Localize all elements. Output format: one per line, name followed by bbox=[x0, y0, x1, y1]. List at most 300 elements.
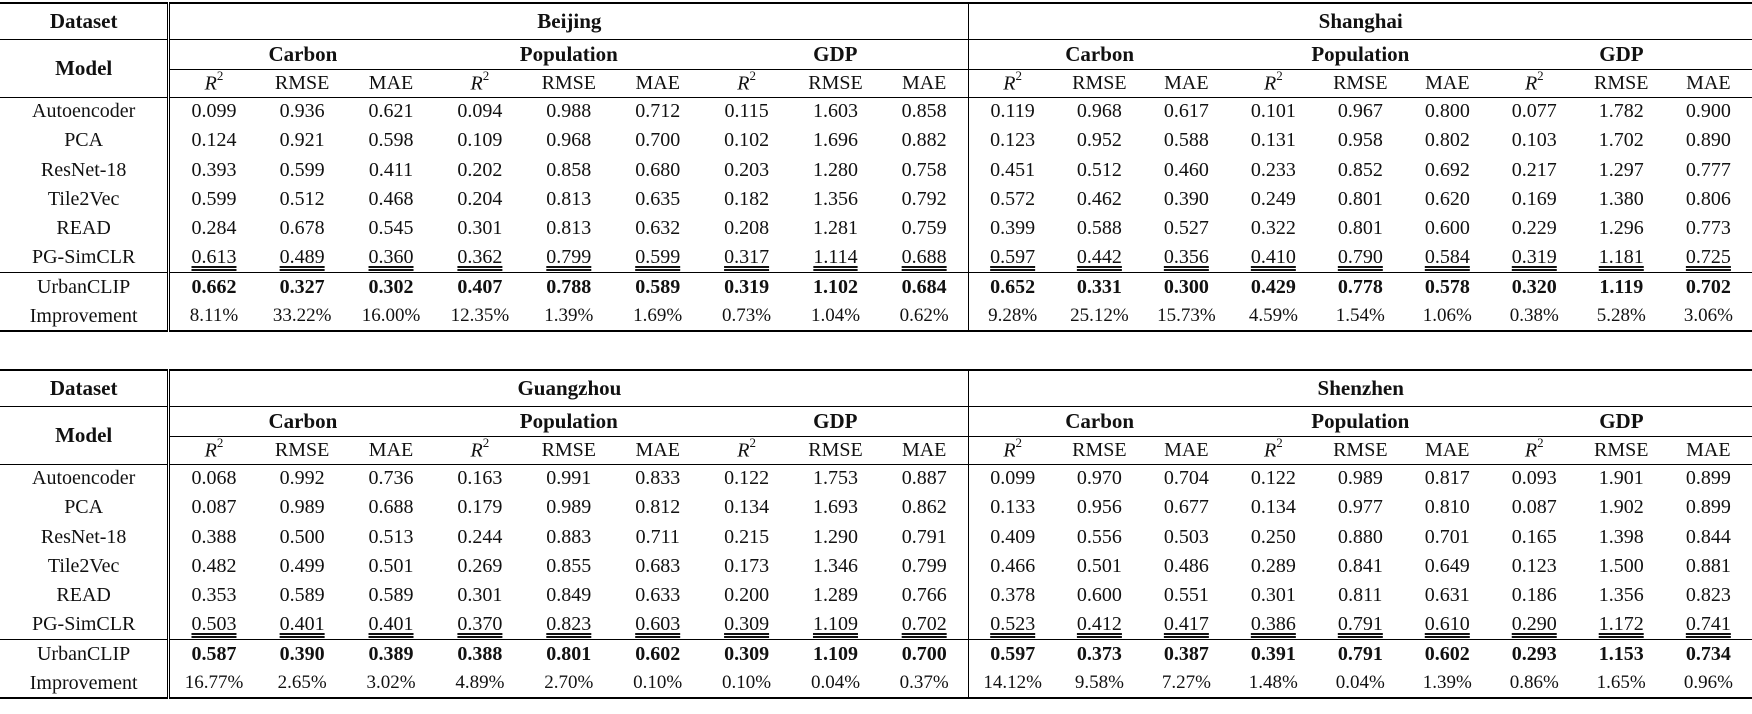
metric-value-cell bbox=[258, 126, 347, 155]
model-name: ResNet-18 bbox=[0, 156, 169, 185]
metric-value-cell bbox=[524, 126, 613, 155]
metric-value: 0.302 bbox=[368, 276, 414, 299]
metric-value: 33.22% bbox=[272, 305, 332, 327]
metric-value-cell bbox=[1491, 493, 1578, 522]
metric-name-header bbox=[880, 436, 969, 464]
metric-value-cell bbox=[1404, 302, 1491, 331]
metric-value-cell bbox=[1143, 214, 1230, 243]
metric-label: RMSE bbox=[541, 438, 597, 461]
metric-value-cell bbox=[1578, 552, 1665, 581]
metric-value-cell bbox=[258, 669, 347, 698]
metric-value: 1.39% bbox=[544, 305, 594, 327]
metric-value-cell bbox=[1491, 640, 1578, 669]
metric-value: 1.297 bbox=[1598, 158, 1644, 181]
metric-value: 9.58% bbox=[1074, 672, 1124, 694]
metric-value: 0.858 bbox=[901, 100, 947, 123]
metric-value: 4.59% bbox=[1248, 305, 1298, 327]
metric-value-cell bbox=[524, 640, 613, 669]
metric-value-cell bbox=[524, 523, 613, 552]
metric-value-cell bbox=[880, 243, 969, 272]
metric-value-cell bbox=[435, 581, 524, 610]
metric-value-cell bbox=[435, 126, 524, 155]
metric-value-cell bbox=[880, 126, 969, 155]
metric-value-cell bbox=[435, 610, 524, 639]
metric-value: 0.736 bbox=[368, 467, 414, 490]
metric-name-header bbox=[1665, 69, 1752, 97]
metric-value-cell bbox=[1404, 273, 1491, 302]
metric-value: 0.208 bbox=[724, 217, 770, 240]
metric-value: 0.633 bbox=[635, 584, 681, 607]
metric-value: 0.849 bbox=[546, 584, 592, 607]
metric-value: 0.806 bbox=[1685, 188, 1731, 211]
metric-value: 0.399 bbox=[990, 217, 1036, 240]
metric-label: RMSE bbox=[1593, 438, 1649, 461]
metric-value: 0.489 bbox=[279, 246, 325, 269]
table-row bbox=[0, 156, 1752, 185]
metric-name-header bbox=[1317, 69, 1404, 97]
metric-value-cell bbox=[1491, 156, 1578, 185]
model-name: UrbanCLIP bbox=[0, 640, 169, 669]
metric-value: 0.683 bbox=[635, 555, 681, 578]
metric-value: 0.109 bbox=[457, 129, 503, 152]
metric-value: 5.28% bbox=[1596, 305, 1646, 327]
metric-superscript: 2 bbox=[749, 435, 756, 451]
metric-value: 0.317 bbox=[724, 246, 770, 269]
metric-name-header bbox=[1230, 436, 1317, 464]
metric-value-cell bbox=[1404, 156, 1491, 185]
metric-value: 0.758 bbox=[901, 158, 947, 181]
metric-value-cell bbox=[880, 273, 969, 302]
metric-value: 0.599 bbox=[635, 246, 681, 269]
metric-value: 0.229 bbox=[1511, 217, 1557, 240]
metric-value-cell bbox=[1491, 581, 1578, 610]
metric-value: 0.401 bbox=[279, 613, 325, 636]
metric-value: 0.600 bbox=[1076, 584, 1122, 607]
metric-value-cell bbox=[169, 581, 258, 610]
metric-value-cell bbox=[880, 156, 969, 185]
metric-value-cell bbox=[1056, 581, 1143, 610]
metric-value: 0.702 bbox=[901, 613, 947, 636]
metric-value-cell bbox=[791, 185, 880, 214]
metric-value-cell bbox=[169, 214, 258, 243]
city-header: Shanghai bbox=[969, 3, 1752, 39]
table-row bbox=[0, 610, 1752, 639]
metric-value: 1.114 bbox=[813, 246, 858, 269]
metric-value-cell bbox=[791, 552, 880, 581]
metric-value-cell bbox=[347, 302, 436, 331]
metric-value: 0.10% bbox=[722, 672, 772, 694]
metric-value-cell bbox=[435, 523, 524, 552]
metric-value-cell bbox=[1143, 156, 1230, 185]
metric-value-cell bbox=[1317, 156, 1404, 185]
metric-value-cell bbox=[969, 185, 1056, 214]
metric-value: 0.378 bbox=[990, 584, 1036, 607]
metric-value: 1.119 bbox=[1599, 276, 1644, 299]
metric-value: 0.858 bbox=[546, 158, 592, 181]
table-row bbox=[0, 273, 1752, 302]
metric-value: 1.48% bbox=[1248, 672, 1298, 694]
metric-value: 0.087 bbox=[1511, 496, 1557, 519]
metric-value-cell bbox=[613, 523, 702, 552]
metric-value: 0.817 bbox=[1424, 467, 1470, 490]
metric-label: MAE bbox=[635, 438, 680, 461]
metric-value: 0.621 bbox=[368, 100, 414, 123]
metric-name-header bbox=[791, 69, 880, 97]
metric-value: 0.813 bbox=[546, 217, 592, 240]
metric-value-cell bbox=[1578, 669, 1665, 698]
metric-value-cell bbox=[1230, 464, 1317, 493]
metric-value-cell bbox=[1578, 156, 1665, 185]
metric-group-header: Population bbox=[1230, 39, 1491, 69]
metric-value-cell bbox=[1665, 581, 1752, 610]
metric-name-header bbox=[347, 436, 436, 464]
metric-value-cell bbox=[1665, 156, 1752, 185]
metric-value: 0.309 bbox=[724, 643, 770, 666]
metric-value: 1.65% bbox=[1596, 672, 1646, 694]
metric-value: 0.632 bbox=[635, 217, 681, 240]
metric-value: 0.360 bbox=[368, 246, 414, 269]
metric-value: 0.766 bbox=[901, 584, 947, 607]
metric-value-cell bbox=[1404, 669, 1491, 698]
metric-value-cell bbox=[1230, 126, 1317, 155]
metric-label: R bbox=[737, 72, 750, 95]
metric-value: 2.65% bbox=[277, 672, 327, 694]
metric-value-cell bbox=[169, 552, 258, 581]
metric-label: MAE bbox=[1164, 438, 1209, 461]
metric-value-cell bbox=[1665, 126, 1752, 155]
metric-value-cell bbox=[1491, 464, 1578, 493]
metric-value-cell bbox=[347, 156, 436, 185]
metric-value: 0.688 bbox=[901, 246, 947, 269]
metric-value-cell bbox=[1404, 552, 1491, 581]
metric-value-cell bbox=[1230, 640, 1317, 669]
metric-value: 3.02% bbox=[366, 672, 416, 694]
metric-value-cell bbox=[258, 552, 347, 581]
metric-value-cell bbox=[1056, 302, 1143, 331]
metric-name-header bbox=[258, 436, 347, 464]
metric-value: 0.390 bbox=[1163, 188, 1209, 211]
metric-value-cell bbox=[435, 185, 524, 214]
metric-value-cell bbox=[1491, 552, 1578, 581]
metric-value-cell bbox=[169, 640, 258, 669]
metric-value: 12.35% bbox=[450, 305, 510, 327]
metric-value-cell bbox=[1665, 523, 1752, 552]
metric-superscript: 2 bbox=[1015, 435, 1023, 451]
table-row bbox=[0, 214, 1752, 243]
table-row bbox=[0, 581, 1752, 610]
metric-value-cell bbox=[258, 523, 347, 552]
metric-value-cell bbox=[1317, 185, 1404, 214]
metric-value-cell bbox=[169, 243, 258, 272]
metric-value: 0.293 bbox=[1511, 643, 1557, 666]
metric-group-header: GDP bbox=[1491, 406, 1752, 436]
metric-value: 0.200 bbox=[724, 584, 770, 607]
metric-value: 7.27% bbox=[1161, 672, 1211, 694]
metric-value: 0.319 bbox=[1511, 246, 1557, 269]
table-row bbox=[0, 552, 1752, 581]
metric-value: 1.69% bbox=[633, 305, 683, 327]
metric-label: RMSE bbox=[541, 71, 597, 94]
metric-value-cell bbox=[1665, 640, 1752, 669]
metric-value-cell bbox=[880, 640, 969, 669]
metric-value: 0.700 bbox=[901, 643, 947, 666]
metric-value-cell bbox=[169, 493, 258, 522]
metric-value-cell bbox=[524, 669, 613, 698]
metric-value: 1.702 bbox=[1598, 129, 1644, 152]
metric-value: 0.301 bbox=[1250, 584, 1296, 607]
metric-value: 0.773 bbox=[1685, 217, 1731, 240]
metric-value-cell bbox=[1317, 302, 1404, 331]
metric-label: MAE bbox=[368, 438, 414, 461]
metric-value-cell bbox=[613, 640, 702, 669]
metric-label: RMSE bbox=[808, 71, 863, 94]
metric-value-cell bbox=[258, 156, 347, 185]
metric-value: 0.967 bbox=[1337, 100, 1383, 123]
metric-value: 0.460 bbox=[1163, 158, 1209, 181]
metric-value-cell bbox=[791, 243, 880, 272]
metric-value-cell bbox=[1230, 552, 1317, 581]
metric-value: 0.711 bbox=[635, 525, 680, 548]
metric-value: 1.902 bbox=[1598, 496, 1644, 519]
metric-value: 0.523 bbox=[990, 613, 1036, 636]
metric-value: 0.131 bbox=[1250, 129, 1296, 152]
model-name: Autoencoder bbox=[0, 464, 169, 493]
metric-value: 0.124 bbox=[191, 129, 237, 152]
dataset-header: Dataset bbox=[0, 370, 169, 406]
metric-value-cell bbox=[258, 493, 347, 522]
model-name: Improvement bbox=[0, 669, 169, 698]
metric-value: 0.119 bbox=[990, 100, 1035, 123]
table-row bbox=[0, 640, 1752, 669]
metric-value-cell bbox=[702, 126, 791, 155]
metric-value-cell bbox=[969, 669, 1056, 698]
metric-value: 0.882 bbox=[901, 129, 947, 152]
metric-value-cell bbox=[969, 610, 1056, 639]
metric-label: MAE bbox=[635, 71, 680, 94]
metric-label: MAE bbox=[901, 71, 947, 94]
metric-value-cell bbox=[1230, 97, 1317, 126]
metric-value-cell bbox=[702, 552, 791, 581]
metric-value: 0.589 bbox=[279, 584, 325, 607]
metric-name-header bbox=[702, 436, 791, 464]
metric-value: 0.103 bbox=[1511, 129, 1557, 152]
metric-value: 0.899 bbox=[1685, 496, 1731, 519]
metric-value-cell bbox=[169, 185, 258, 214]
metric-value-cell bbox=[1491, 302, 1578, 331]
metric-value-cell bbox=[258, 243, 347, 272]
metric-value: 0.169 bbox=[1511, 188, 1557, 211]
metric-value: 0.101 bbox=[1250, 100, 1296, 123]
metric-name-header bbox=[1056, 436, 1143, 464]
metric-value: 0.86% bbox=[1509, 672, 1559, 694]
metric-value: 0.588 bbox=[1076, 217, 1122, 240]
metric-label: R bbox=[470, 439, 483, 462]
metric-value-cell bbox=[169, 523, 258, 552]
metric-value-cell bbox=[258, 185, 347, 214]
results-table bbox=[0, 2, 1752, 332]
metric-value-cell bbox=[1665, 552, 1752, 581]
metric-value-cell bbox=[613, 126, 702, 155]
metric-value: 9.28% bbox=[988, 305, 1038, 327]
metric-value-cell bbox=[702, 493, 791, 522]
metric-value: 0.700 bbox=[635, 129, 681, 152]
metric-value: 0.115 bbox=[724, 100, 769, 123]
metric-value: 0.812 bbox=[635, 496, 681, 519]
model-header: Model bbox=[0, 406, 169, 464]
metric-value: 0.887 bbox=[901, 467, 947, 490]
metric-value: 14.12% bbox=[983, 672, 1042, 694]
metric-value: 0.094 bbox=[457, 100, 503, 123]
metric-value-cell bbox=[702, 214, 791, 243]
table-row bbox=[0, 185, 1752, 214]
metric-value-cell bbox=[702, 464, 791, 493]
metric-value-cell bbox=[1056, 552, 1143, 581]
metric-value: 0.486 bbox=[1163, 555, 1209, 578]
metric-value: 0.811 bbox=[1338, 584, 1383, 607]
metric-value-cell bbox=[702, 640, 791, 669]
metric-value: 0.791 bbox=[901, 525, 947, 548]
metric-value: 3.06% bbox=[1683, 305, 1733, 327]
table-row bbox=[0, 464, 1752, 493]
metric-value-cell bbox=[1230, 302, 1317, 331]
metric-value: 0.500 bbox=[279, 525, 325, 548]
metric-name-header bbox=[169, 436, 258, 464]
metric-value-cell bbox=[1317, 669, 1404, 698]
metric-label: MAE bbox=[1686, 438, 1731, 461]
metric-value-cell bbox=[1491, 243, 1578, 272]
metric-name-header bbox=[258, 69, 347, 97]
metric-value-cell bbox=[435, 552, 524, 581]
metric-name-header bbox=[1143, 69, 1230, 97]
metric-value-cell bbox=[1230, 243, 1317, 272]
metric-label: R bbox=[1003, 72, 1016, 95]
metric-value: 0.37% bbox=[899, 672, 949, 694]
metric-value-cell bbox=[613, 185, 702, 214]
metric-value-cell bbox=[1317, 126, 1404, 155]
metric-value-cell bbox=[791, 523, 880, 552]
metric-value: 0.165 bbox=[1511, 525, 1557, 548]
metric-value-cell bbox=[791, 156, 880, 185]
metric-value-cell bbox=[969, 97, 1056, 126]
metric-value: 0.503 bbox=[1163, 525, 1209, 548]
metric-value: 0.099 bbox=[990, 467, 1036, 490]
metric-value: 0.269 bbox=[457, 555, 503, 578]
metric-value-cell bbox=[347, 610, 436, 639]
metric-name-header bbox=[1578, 436, 1665, 464]
metric-name-header bbox=[880, 69, 969, 97]
metric-value: 0.551 bbox=[1163, 584, 1209, 607]
metric-value: 0.186 bbox=[1511, 584, 1557, 607]
metric-name-header bbox=[1317, 436, 1404, 464]
model-name: Tile2Vec bbox=[0, 552, 169, 581]
metric-value: 0.179 bbox=[457, 496, 503, 519]
metric-value-cell bbox=[1491, 97, 1578, 126]
metric-value-cell bbox=[702, 302, 791, 331]
metric-value-cell bbox=[702, 97, 791, 126]
metric-value-cell bbox=[791, 581, 880, 610]
metric-value: 0.411 bbox=[368, 158, 414, 181]
metric-label: R bbox=[204, 439, 217, 462]
metric-value: 0.362 bbox=[457, 246, 503, 269]
metric-value-cell bbox=[524, 493, 613, 522]
metric-value: 0.677 bbox=[1163, 496, 1209, 519]
metric-value-cell bbox=[1404, 493, 1491, 522]
metric-value: 0.890 bbox=[1685, 129, 1731, 152]
metric-value-cell bbox=[169, 126, 258, 155]
metric-value: 4.89% bbox=[455, 672, 505, 694]
metric-value: 0.688 bbox=[368, 496, 414, 519]
metric-name-header bbox=[969, 69, 1056, 97]
metric-value-cell bbox=[1056, 156, 1143, 185]
city-header: Shenzhen bbox=[969, 370, 1752, 406]
metric-value: 0.482 bbox=[191, 555, 237, 578]
metric-name-header bbox=[702, 69, 791, 97]
metric-value-cell bbox=[791, 302, 880, 331]
metric-value: 0.970 bbox=[1076, 467, 1122, 490]
metric-value-cell bbox=[258, 464, 347, 493]
results-table-1 bbox=[0, 2, 1752, 332]
metric-value: 0.684 bbox=[901, 276, 947, 299]
metric-value-cell bbox=[1578, 302, 1665, 331]
metric-value-cell bbox=[169, 273, 258, 302]
metric-value-cell bbox=[435, 464, 524, 493]
metric-value-cell bbox=[1056, 243, 1143, 272]
model-name: UrbanCLIP bbox=[0, 273, 169, 302]
metric-value: 0.833 bbox=[635, 467, 681, 490]
metric-value: 0.989 bbox=[546, 496, 592, 519]
metric-value-cell bbox=[969, 640, 1056, 669]
metric-value-cell bbox=[702, 610, 791, 639]
metric-name-header bbox=[1230, 69, 1317, 97]
metric-label: RMSE bbox=[1072, 71, 1127, 94]
metric-value: 0.801 bbox=[546, 643, 592, 666]
model-header: Model bbox=[0, 39, 169, 97]
metric-group-header: Population bbox=[1230, 406, 1491, 436]
metric-value-cell bbox=[347, 552, 436, 581]
metric-value-cell bbox=[702, 185, 791, 214]
metric-value: 0.584 bbox=[1424, 246, 1470, 269]
metric-name-header bbox=[613, 436, 702, 464]
metric-value-cell bbox=[169, 610, 258, 639]
metric-value-cell bbox=[1143, 273, 1230, 302]
metric-name-header bbox=[524, 436, 613, 464]
metric-value: 0.921 bbox=[279, 129, 325, 152]
metric-name-header bbox=[1578, 69, 1665, 97]
metric-name-header bbox=[613, 69, 702, 97]
metric-value: 0.791 bbox=[1337, 613, 1383, 636]
metric-value-cell bbox=[969, 523, 1056, 552]
metric-value: 0.204 bbox=[457, 188, 503, 211]
metric-value: 0.417 bbox=[1163, 613, 1209, 636]
metric-value: 0.991 bbox=[546, 467, 592, 490]
metric-value: 0.244 bbox=[457, 525, 503, 548]
metric-value-cell bbox=[1317, 581, 1404, 610]
metric-value-cell bbox=[524, 552, 613, 581]
metric-name-header bbox=[1056, 69, 1143, 97]
metric-value: 0.597 bbox=[990, 643, 1036, 666]
metric-value-cell bbox=[1317, 97, 1404, 126]
metric-value: 0.087 bbox=[191, 496, 237, 519]
metric-value-cell bbox=[1143, 464, 1230, 493]
metric-value-cell bbox=[1578, 243, 1665, 272]
metric-value: 0.741 bbox=[1685, 613, 1731, 636]
metric-value: 0.099 bbox=[191, 100, 237, 123]
metric-value: 0.635 bbox=[635, 188, 681, 211]
metric-value: 1.289 bbox=[812, 584, 858, 607]
metric-group-header: Carbon bbox=[169, 39, 436, 69]
metric-label: R bbox=[737, 439, 750, 462]
metric-value-cell bbox=[613, 552, 702, 581]
